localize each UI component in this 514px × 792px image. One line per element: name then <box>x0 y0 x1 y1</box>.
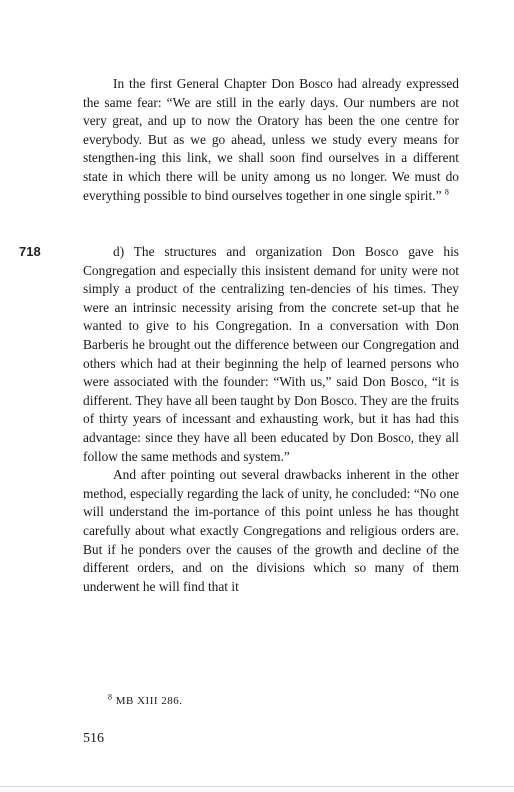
footnote-mark: 8 <box>108 692 113 702</box>
paragraph-first-general-chapter <box>83 75 459 205</box>
body-text <box>83 75 459 205</box>
paragraph-text: In the first General Chapter Don Bosco had already expressed the same fear: “We are still in the early days. Our numbers are not very great, and up to now the Oratory has been the one centre for everybody. But as we go ahead, unless we study every means for stengthen-ing this link, we shall soon find ourselves in a different state in which there will be unity among us no longer. We must do everything possible to bind ourselves together in one single spirit.” <box>83 76 459 203</box>
margin-paragraph-number: 718 <box>19 244 41 259</box>
paragraph-structures-organization: d) The structures and organization Don Bosco gave his Congregation and especially this insistent demand for unity were not simply a product of the centralizing ten-dencies of his times. They were an intrinsic necessity arising from the concrete set-up that he wanted to give to his Congregation. In a conversation with Don Barberis he brought out the difference between our Congregation and others which had at their beginning the help of learned persons who were associated with the founder: “With us,” said Don Bosco, “it is different. They have all been taught by Don Bosco. They are the fruits of thirty years of incessant and exhausting work, but it has had this advantage: since they have all been educated by Don Bosco, they all follow the same methods and system.” <box>83 244 459 464</box>
footnote-text: MB XIII 286. <box>115 695 183 707</box>
footnote-reference: 8 <box>444 187 449 197</box>
paragraph-drawbacks: And after pointing out several drawbacks inherent in the other method, especially regarding the lack of unity, he concluded: “No one will understand the im-portance of this point unless he has thought carefully about what exactly Congregations and religious orders are. But if he ponders over the causes of the growth and decline of the different orders, and on the divisions which so many of them underwent he will find that it <box>83 467 459 594</box>
body-text-continued <box>83 243 459 596</box>
page-number: 516 <box>83 731 104 746</box>
footnote <box>108 692 183 707</box>
page-edge-divider <box>0 786 514 787</box>
